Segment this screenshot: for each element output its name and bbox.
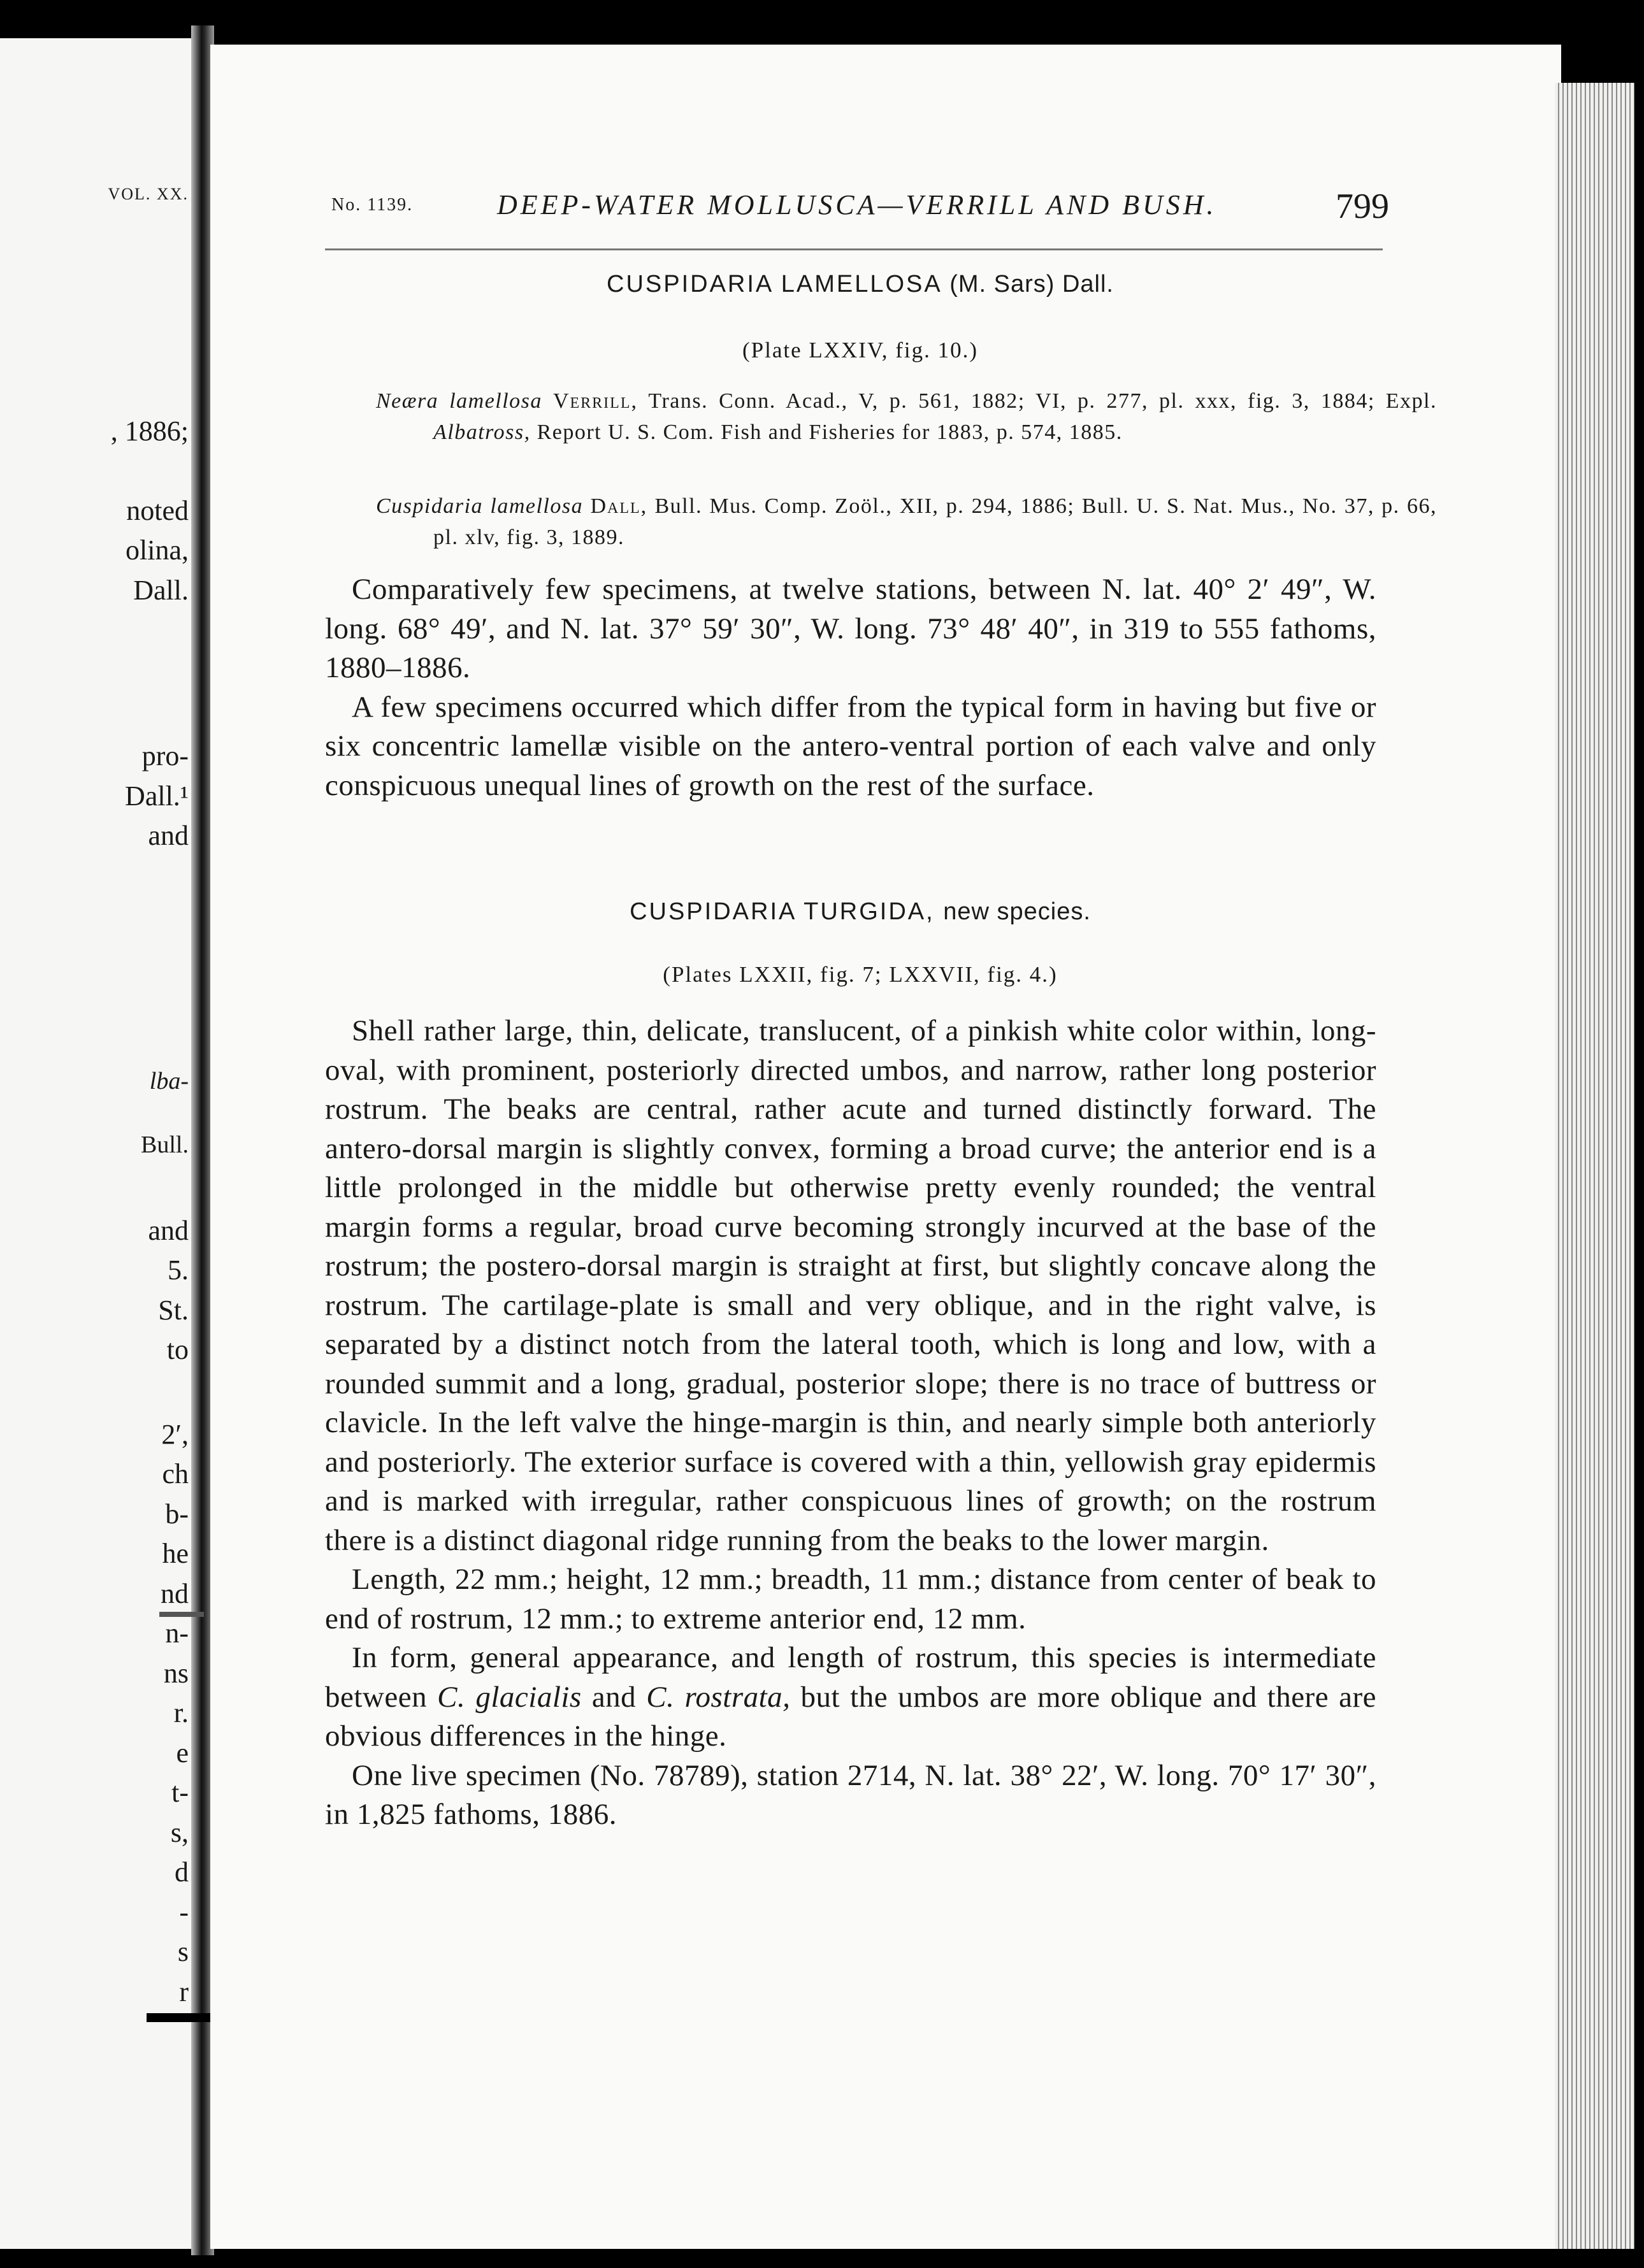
left-fragment: -	[179, 1897, 189, 1928]
left-fragment: nd	[161, 1578, 189, 1609]
page-number: 799	[1336, 187, 1389, 226]
left-fragment: s	[177, 1936, 189, 1967]
species-heading	[331, 898, 1389, 926]
left-fragment: 2′,	[161, 1419, 189, 1450]
species-ref: C. glacialis	[437, 1680, 582, 1714]
left-fragment: 5.	[168, 1254, 189, 1286]
previous-page-fragment	[0, 38, 203, 2249]
page-edges	[1555, 83, 1634, 2249]
record-paragraph: One live specimen (No. 78789), station 2714, N. lat. 38° 22′, W. long. 70° 17′ 30″, in 1,825 fathoms, 1886.	[325, 1758, 1376, 1831]
left-fragment: St.	[158, 1295, 189, 1326]
left-fragment: Dall.	[133, 575, 189, 606]
ship-name: Albatross,	[433, 420, 531, 444]
paragraph: A few specimens occurred which differ from the typical form in having but five or six concentric lamellæ visible on the antero-ventral portion of each valve and only conspicuous unequal lines of growth on the rest of the surface.	[325, 690, 1376, 802]
text-run: but the umbos are more oblique and there are obvious differences in the hinge.	[325, 1680, 1377, 1753]
species2-text	[325, 1012, 1376, 1835]
left-fragment: ch	[162, 1458, 189, 1489]
synonym-author: Dall,	[590, 494, 648, 518]
species-ref: C. rostrata,	[646, 1680, 791, 1714]
synonym-name: Cuspidaria lamellosa	[376, 494, 584, 518]
left-fragment: r	[179, 1976, 189, 2007]
synonym-name: Neæra lamellosa	[376, 389, 542, 413]
left-fragment: s,	[170, 1817, 189, 1848]
left-fragment: he	[162, 1538, 189, 1569]
text-run: and	[591, 1680, 637, 1714]
species-name: CUSPIDARIA LAMELLOSA	[607, 271, 941, 298]
left-fragment: r.	[173, 1697, 189, 1728]
synonym-citation: Bull. Mus. Comp. Zoöl., XII, p. 294, 1886; Bull. U. S. Nat. Mus., No. 37, p. 66, pl. xlv, fig. 3, 1889.	[433, 494, 1438, 549]
left-fragment: ns	[163, 1658, 189, 1689]
left-fragment: lba-	[149, 1068, 189, 1095]
left-fragment: b-	[165, 1498, 189, 1530]
plate-reference: (Plate LXXIV, fig. 10.)	[742, 338, 979, 362]
running-title: DEEP-WATER MOLLUSCA—VERRILL AND BUSH.	[497, 189, 1217, 220]
comparison-paragraph	[325, 1639, 1376, 1756]
page-tab-mark	[147, 2013, 210, 2022]
page-tab-mark	[159, 1612, 204, 1617]
species1-text	[325, 570, 1376, 805]
left-fragment: olina,	[126, 535, 189, 566]
description-paragraph: Shell rather large, thin, delicate, translucent, of a pinkish white color within, long-oval, with prominent, posteriorly directed umbos, and narrow, rather long posterior rostrum. The beaks are central, rather acute and turned distinctly forward. The antero-dorsal margin is slightly convex, forming a broad curve; the anterior end is a little prolonged in the middle but otherwise pretty evenly rounded; the ventral margin forms a regular, broad curve becoming strongly incurved at the base of the rostrum; the postero-dorsal margin is straight at first, but slightly concave along the rostrum. The cartilage-plate is small and very oblique, and in the right valve, is separated by a distinct notch from the lateral tooth, which is long and low, with a rounded summit and a long, gradual, posterior slope; there is no trace of buttress or clavicle. In the left valve the hinge-margin is thin, and nearly simple both anteriorly and posteriorly. The exterior surface is covered with a thin, yellowish gray epidermis and is marked with irregular, rather conspicuous lines of growth; on the rostrum there is a distinct diagonal ridge running from the beaks to the lower margin.	[325, 1014, 1376, 1557]
left-fragment: , 1886;	[110, 415, 189, 447]
left-fragment: and	[148, 1215, 189, 1246]
synonym-author: Verrill,	[552, 389, 638, 413]
left-fragment: and	[148, 820, 189, 851]
left-fragment: noted	[126, 495, 189, 526]
species-name: CUSPIDARIA TURGIDA,	[630, 898, 935, 925]
left-fragment: Dall.¹	[125, 780, 189, 812]
species-heading	[331, 271, 1389, 298]
synonymy-entry	[376, 491, 1437, 553]
left-fragment: Bull.	[141, 1131, 189, 1158]
species-authority: (M. Sars) Dall.	[949, 271, 1114, 298]
synonym-citation-rest: Report U. S. Com. Fish and Fisheries for 1883, p. 574, 1885.	[537, 420, 1123, 444]
left-fragment: e	[176, 1737, 189, 1769]
left-fragment: t-	[171, 1777, 189, 1808]
left-fragment: pro-	[141, 740, 189, 772]
new-species-tag: new species.	[943, 898, 1091, 925]
left-fragment: to	[166, 1334, 189, 1365]
synonym-citation: Trans. Conn. Acad., V, p. 561, 1882; VI, p. 277, pl. xxx, fig. 3, 1884; Expl.	[648, 389, 1437, 413]
left-running-head: VOL. XX.	[108, 185, 189, 203]
text-run: In form, general appearance, and length of rostrum, this species is intermediate between	[325, 1641, 1376, 1714]
measurements-paragraph: Length, 22 mm.; height, 12 mm.; breadth, 11 mm.; distance from center of beak to end of rostrum, 12 mm.; to extreme anterior end, 12 mm.	[325, 1563, 1376, 1635]
running-head	[331, 189, 1389, 233]
plate-reference: (Plates LXXII, fig. 7; LXXVII, fig. 4.)	[663, 962, 1058, 987]
left-fragment: d	[175, 1856, 189, 1888]
synonymy-entry	[376, 385, 1437, 448]
left-fragment: n-	[165, 1618, 189, 1649]
paragraph: Comparatively few specimens, at twelve stations, between N. lat. 40° 2′ 49″, W. long. 68° 49′, and N. lat. 37° 59′ 30″, W. long. 73° 48′ 40″, in 319 to 555 fathoms, 1880–1886.	[325, 573, 1376, 684]
article-number: No. 1139.	[331, 195, 414, 215]
header-rule	[325, 248, 1383, 250]
